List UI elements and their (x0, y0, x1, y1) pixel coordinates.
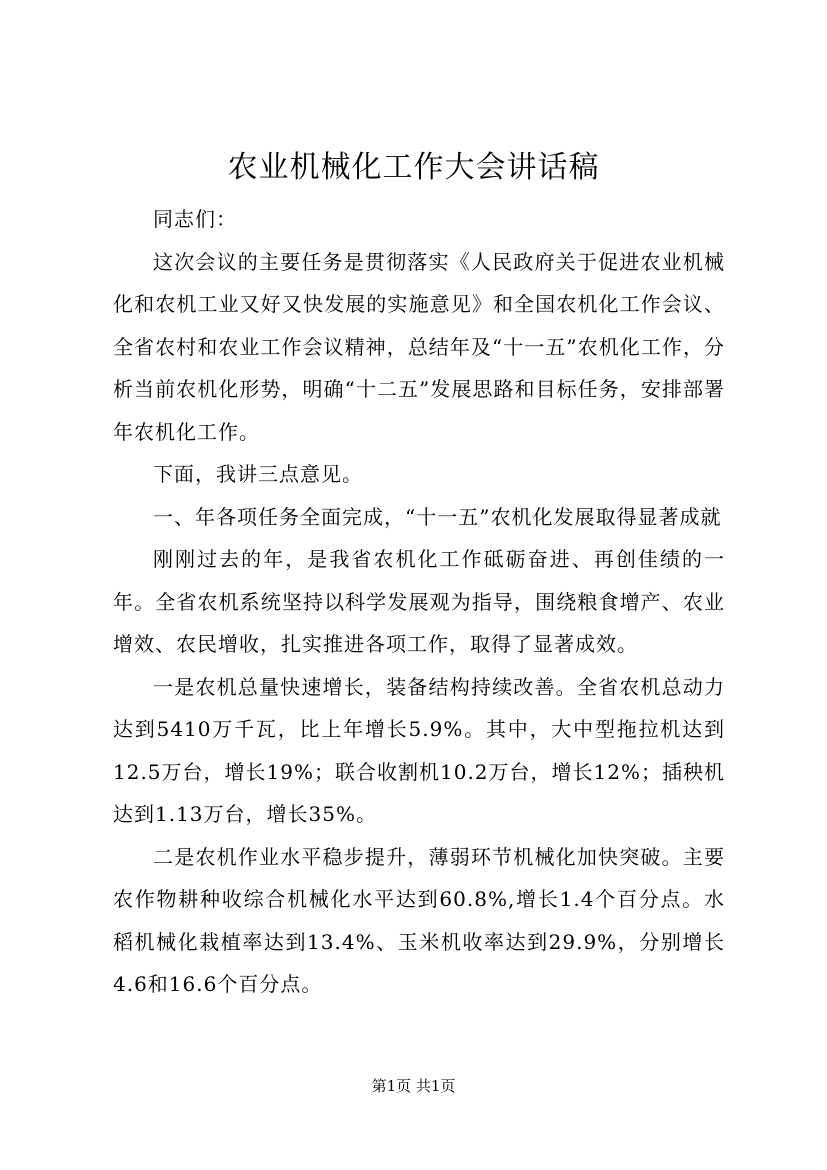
document-title: 农业机械化工作大会讲话稿 (227, 150, 600, 185)
machinery-growth-paragraph: 一是农机总量快速增长，装备结构持续改善。全省农机总动力达到5410万千瓦，比上年增长5.9%。其中，大中型拖拉机达到12.5万台，增长19%；联合收割机10.2万台，增长12%；插秧机达到1.13万台，增长35%。 (113, 674, 725, 826)
salutation-paragraph: 同志们： (153, 207, 237, 231)
meeting-purpose-paragraph: 这次会议的主要任务是贯彻落实《人民政府关于促进农业机械化和农机工业又好又快发展的实施意见》和全国农机化工作会议、全省农村和农业工作会议精神，总结年及“十一五”农机化工作，分析当前农机化形势，明确“十二五”发展思路和目标任务，安排部署年农机化工作。 (113, 249, 725, 444)
achievements-paragraph: 刚刚过去的年，是我省农机化工作砥砺奋进、再创佳绩的一年。全省农机系统坚持以科学发展观为指导，围绕粮食增产、农业增效、农民增收，扎实推进各项工作，取得了显著成效。 (113, 547, 725, 656)
outline-paragraph: 下面，我讲三点意见。 (153, 462, 363, 486)
document-body (113, 198, 725, 1006)
mechanization-level-paragraph: 二是农机作业水平稳步提升，薄弱环节机械化加快突破。主要农作物耕种收综合机械化水平达到60.8%,增长1.4个百分点。水稻机械化栽植率达到13.4%、玉米机收率达到29.9%，分别增长4.6和16.6个百分点。 (113, 844, 725, 996)
section-heading-paragraph: 一、年各项任务全面完成，“十一五”农机化发展取得显著成就 (153, 504, 722, 529)
page-number-footer: 第1页 共1页 (371, 1077, 456, 1095)
